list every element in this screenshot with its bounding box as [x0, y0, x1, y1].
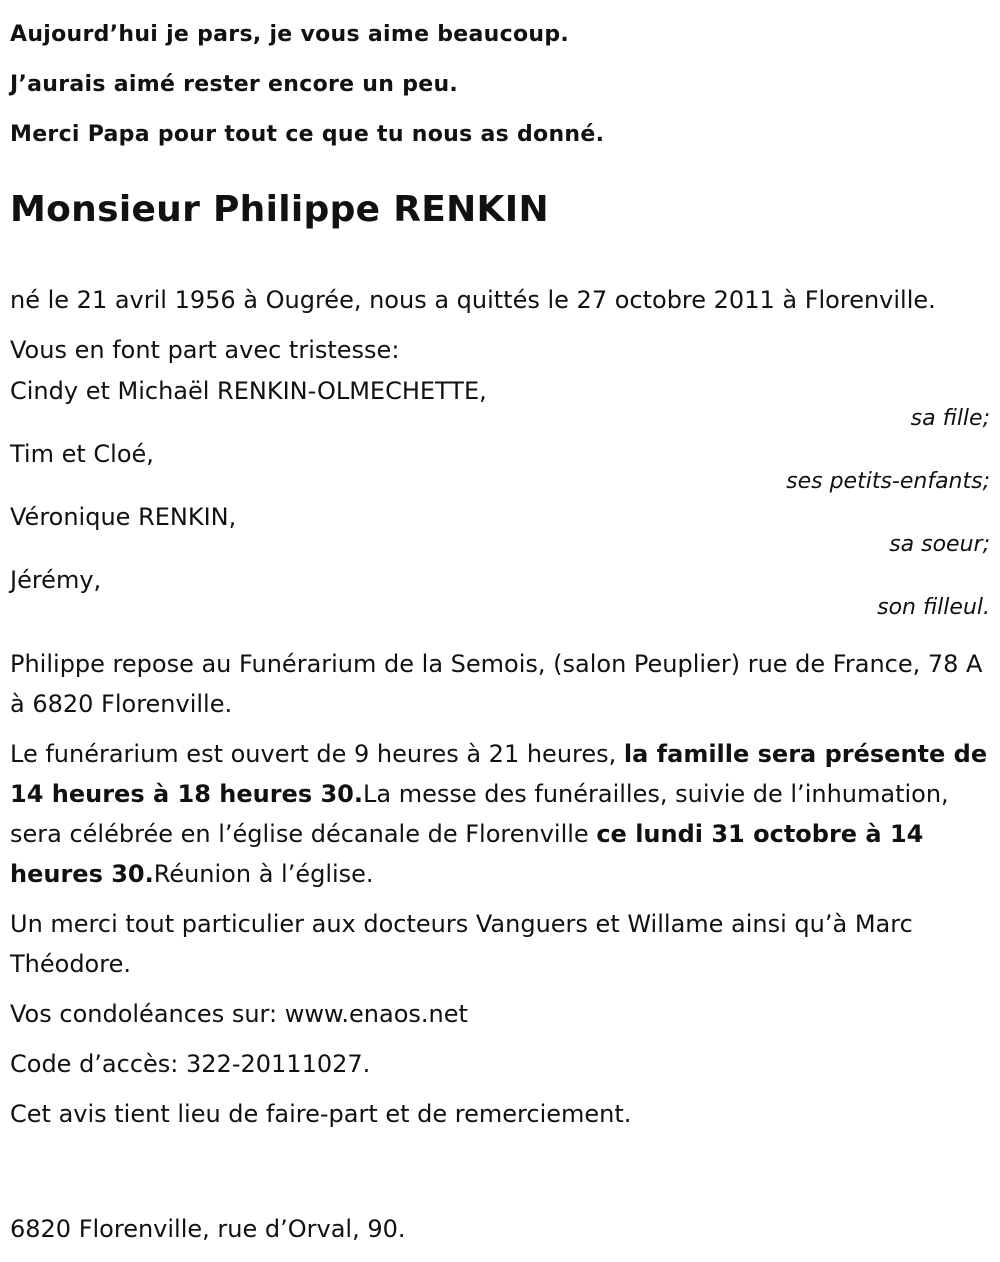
schedule-bold: ce lundi 31 octobre à 14 heures 30.: [10, 820, 924, 888]
schedule-info: [10, 734, 990, 894]
family-member-name: Tim et Cloé,: [10, 440, 154, 468]
condolences-text: Vos condoléances sur: www.enaos.net: [10, 1000, 468, 1028]
family-member: [10, 437, 990, 500]
schedule-text: Le funérarium est ouvert de 9 heures à 21 heures,: [10, 740, 624, 768]
thanks-text: Un merci tout particulier aux docteurs Vanguers et Willame ainsi qu’à Marc Théodore.: [10, 910, 913, 978]
schedule-bold: la famille sera présente de 14 heures à 18 heures 30.: [10, 740, 988, 808]
address: 6820 Florenville, rue d’Orval, 90.: [10, 1215, 406, 1243]
notice-text: Cet avis tient lieu de faire-part et de remerciement.: [10, 1100, 632, 1128]
family-member-relation: sa soeur;: [889, 532, 990, 557]
family-member-name: Jérémy,: [10, 566, 102, 594]
birth-death-info: né le 21 avril 1956 à Ougrée, nous a quittés le 27 octobre 2011 à Florenville.: [10, 286, 936, 314]
poem-line: Aujourd’hui je pars, je vous aime beaucoup.: [10, 22, 570, 47]
family-member-relation: ses petits-enfants;: [786, 469, 990, 494]
announcement-text: Vous en font part avec tristesse:: [10, 336, 400, 364]
repose-info: Philippe repose au Funérarium de la Semois, (salon Peuplier) rue de France, 78 A à 6820 Florenville.: [10, 650, 983, 718]
family-list: [10, 374, 990, 626]
family-member: [10, 563, 990, 626]
schedule-text: Réunion à l’église.: [153, 860, 374, 888]
family-member-relation: son filleul.: [877, 595, 990, 620]
family-member-relation: sa fille;: [910, 406, 990, 431]
poem-line: J’aurais aimé rester encore un peu.: [10, 72, 459, 97]
access-code: Code d’accès: 322-20111027.: [10, 1050, 371, 1078]
family-member: [10, 374, 990, 437]
family-member: [10, 500, 990, 563]
poem-line: Merci Papa pour tout ce que tu nous as donné.: [10, 122, 605, 147]
schedule-text: La messe des funérailles, suivie de l’inhumation, sera célébrée en l’église décanale de Florenville: [10, 780, 949, 848]
deceased-name: Monsieur Philippe RENKIN: [10, 189, 549, 230]
family-member-name: Cindy et Michaël RENKIN-OLMECHETTE,: [10, 377, 487, 405]
family-member-name: Véronique RENKIN,: [10, 503, 237, 531]
poem: [10, 0, 990, 160]
